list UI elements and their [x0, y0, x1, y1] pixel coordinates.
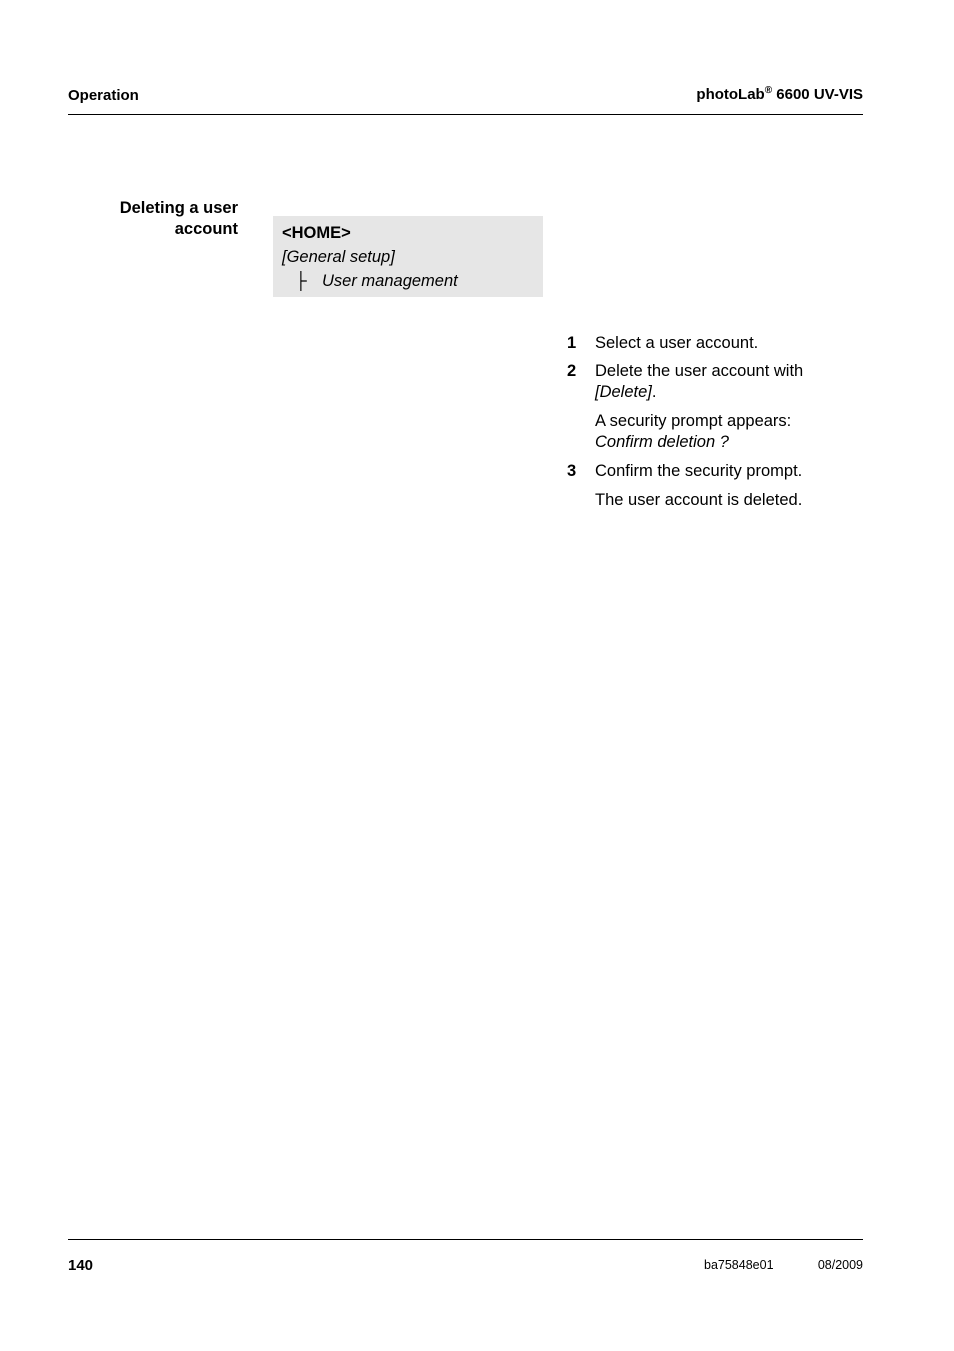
step-number: 2: [567, 362, 577, 380]
document-date: 08/2009: [817, 1258, 863, 1272]
security-prompt-value: Confirm deletion ?: [595, 433, 729, 451]
side-heading-line2: account: [174, 220, 238, 238]
menu-path-general-setup: [General setup]: [282, 248, 395, 266]
step-number: 1: [567, 334, 577, 352]
header-section-title: Operation: [68, 87, 139, 104]
step-text: Confirm the security prompt.: [595, 462, 803, 480]
menu-path-box: [273, 216, 543, 297]
page-number: 140: [68, 1257, 94, 1274]
header-rule: [68, 114, 863, 115]
registered-mark: ®: [764, 85, 773, 96]
side-heading-line1: Deleting a user: [119, 199, 238, 217]
tree-branch-icon: ├: [295, 272, 307, 290]
delete-key-label: [Delete]: [595, 383, 652, 401]
side-heading: [58, 198, 238, 240]
document-id: ba75848e01: [704, 1258, 774, 1272]
result-note: The user account is deleted.: [595, 491, 803, 509]
security-prompt-text: A security prompt appears:: [595, 412, 792, 430]
menu-path-user-management: User management: [322, 272, 458, 290]
step-text-after: .: [651, 383, 657, 401]
header-product-title: [696, 85, 863, 103]
step-text: [595, 361, 855, 403]
step-number: 3: [567, 462, 577, 480]
product-name: photoLab: [696, 86, 765, 103]
step-text-before: Delete the user account with: [595, 362, 804, 380]
security-prompt-note: [595, 411, 855, 453]
step-text: Select a user account.: [595, 334, 759, 352]
menu-path-home: <HOME>: [282, 224, 351, 242]
product-model: 6600 UV-VIS: [772, 86, 863, 103]
footer-rule: [68, 1239, 863, 1240]
